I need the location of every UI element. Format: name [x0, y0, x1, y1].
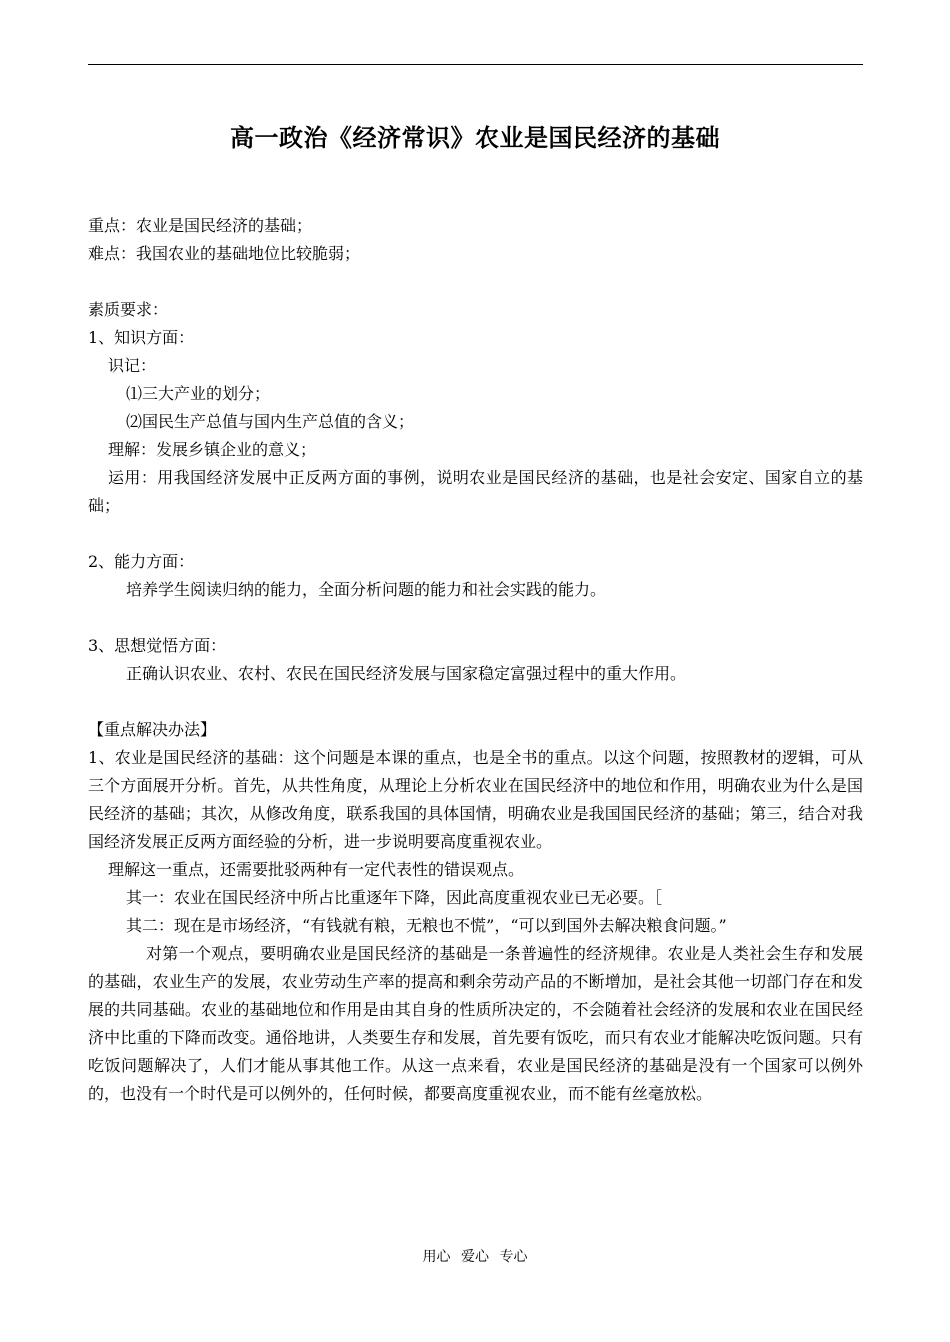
header-rule — [88, 64, 863, 65]
understand-text: 理解：发展乡镇企业的意义； — [108, 440, 317, 459]
spacer — [88, 268, 863, 296]
thought-text: 正确认识农业、农村、农民在国民经济发展与国家稳定富强过程中的重大作用。 — [126, 664, 687, 683]
quality-heading: 素质要求： — [88, 300, 169, 319]
ability-text: 培养学生阅读归纳的能力，全面分析问题的能力和社会实践的能力。 — [126, 580, 607, 599]
page-footer: 用心 爱心 专心 — [422, 1249, 528, 1265]
wrong-view-2: 其二：现在是市场经济，“有钱就有粮，无粮也不慌”，“可以到国外去解决粮食问题。” — [126, 916, 727, 935]
spacer — [88, 520, 863, 548]
spacer — [88, 688, 863, 716]
solution-heading: 【重点解决办法】 — [88, 720, 217, 739]
solution-paragraph-2: 理解这一重点，还需要批驳两种有一定代表性的错误观点。 — [108, 860, 525, 879]
apply-text: 运用：用我国经济发展中正反两方面的事例，说明农业是国民经济的基础，也是社会安定、国家自立的基础； — [88, 468, 863, 515]
recall-item: ⑴三大产业的划分； — [126, 384, 271, 403]
solution-paragraph-3: 对第一个观点，要明确农业是国民经济的基础是一条普遍性的经济规律。农业是人类社会生存和发展的基础，农业生产的发展，农业劳动生产率的提高和剩余劳动产品的不断增加，是社会其他一切部门存在和发展的共同基础。农业的基础地位和作用是由其自身的性质所决定的，不会随着社会经济的发展和农业在国民经济中比重的下降而改变。通俗地讲，人类要生存和发展，首先要有饭吃，而只有农业才能解决吃饭问题。只有吃饭问题解决了，人们才能从事其他工作。从这一点来看，农业是国民经济的基础是没有一个国家可以例外的，也没有一个时代是可以例外的，任何时候，都要高度重视农业，而不能有丝毫放松。 — [88, 944, 863, 1103]
knowledge-heading: 1、知识方面： — [88, 328, 195, 347]
ability-heading: 2、能力方面： — [88, 552, 195, 571]
recall-item: ⑵国民生产总值与国内生产总值的含义； — [126, 412, 415, 431]
solution-paragraph-1: 1、农业是国民经济的基础：这个问题是本课的重点，也是全书的重点。以这个问题，按照教材的逻辑，可从三个方面展开分析。首先，从共性角度，从理论上分析农业在国民经济中的地位和作用，明确农业为什么是国民经济的基础；其次，从修改角度，联系我国的具体国情，明确农业是我国国民经济的基础；第三，结合对我国经济发展正反两方面经验的分析，进一步说明要高度重视农业。 — [88, 748, 863, 851]
recall-label: 识记： — [108, 356, 157, 375]
document-body — [88, 212, 863, 1108]
spacer — [88, 604, 863, 632]
key-point: 重点：农业是国民经济的基础； — [88, 216, 313, 235]
wrong-view-1: 其一：农业在国民经济中所占比重逐年下降，因此高度重视农业已无必要。［ — [126, 888, 663, 907]
page-title: 高一政治《经济常识》农业是国民经济的基础 — [230, 123, 720, 152]
difficulty: 难点：我国农业的基础地位比较脆弱； — [88, 244, 361, 263]
thought-heading: 3、思想觉悟方面： — [88, 636, 227, 655]
